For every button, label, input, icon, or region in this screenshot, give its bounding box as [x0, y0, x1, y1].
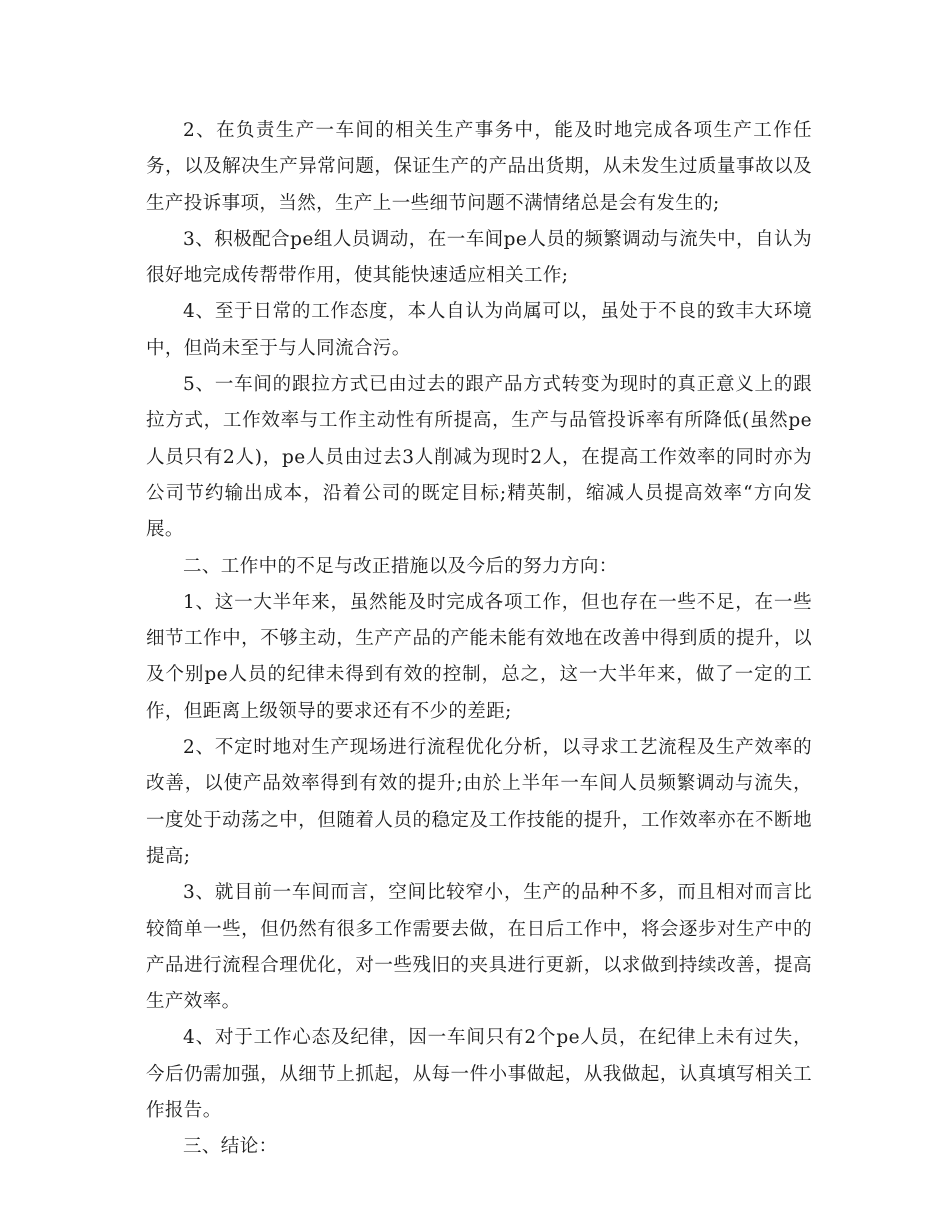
paragraph-shortcoming-4: 4、对于工作心态及纪律，因一车间只有2个pe人员，在纪律上未有过失，今后仍需加强，从细节上抓起，从每一件小事做起，从我做起，认真填写相关工作报告。 — [146, 1027, 812, 1122]
paragraph-shortcoming-2: 2、不定时地对生产现场进行流程优化分析，以寻求工艺流程及生产效率的改善，以使产品效率得到有效的提升;由於上半年一车间人员频繁调动与流失，一度处于动荡之中，但随着人员的稳定及工作技能的提升，工作效率亦在不断地提高; — [146, 737, 812, 867]
document-body — [146, 113, 812, 1166]
paragraph-item-2: 2、在负责生产一车间的相关生产事务中，能及时地完成各项生产工作任务，以及解决生产异常问题，保证生产的产品出货期，从未发生过质量事故以及生产投诉事项，当然，生产上一些细节问题不满情绪总是会有发生的; — [146, 120, 812, 214]
paragraph-shortcoming-1: 1、这一大半年来，虽然能及时完成各项工作，但也存在一些不足，在一些细节工作中，不够主动，生产产品的产能未能有效地在改善中得到质的提升，以及个别pe人员的纪律未得到有效的控制，总之，这一大半年来，做了一定的工作，但距离上级领导的要求还有不少的差距; — [146, 591, 812, 722]
paragraph-item-4: 4、至于日常的工作态度，本人自认为尚属可以，虽处于不良的致丰大环境中，但尚未至于与人同流合污。 — [146, 301, 812, 359]
section-heading-conclusion: 三、结论： — [183, 1136, 278, 1158]
paragraph-item-3: 3、积极配合pe组人员调动，在一车间pe人员的频繁调动与流失中，自认为很好地完成传帮带作用，使其能快速适应相关工作; — [146, 228, 812, 287]
section-heading-shortcomings: 二、工作中的不足与改正措施以及今后的努力方向： — [183, 555, 618, 577]
paragraph-item-5: 5、一车间的跟拉方式已由过去的跟产品方式转变为现时的真正意义上的跟拉方式，工作效率与工作主动性有所提高，生产与品管投诉率有所降低(虽然pe人员只有2人)，pe人员由过去3人削减为现时2人，在提高工作效率的同时亦为公司节约输出成本，沿着公司的既定目标;精英制，缩减人员提高效率“方向发展。 — [146, 374, 812, 541]
paragraph-shortcoming-3: 3、就目前一车间而言，空间比较窄小，生产的品种不多，而且相对而言比较简单一些，但仍然有很多工作需要去做，在日后工作中，将会逐步对生产中的产品进行流程合理优化，对一些残旧的夹具进行更新，以求做到持续改善，提高生产效率。 — [146, 882, 812, 1013]
